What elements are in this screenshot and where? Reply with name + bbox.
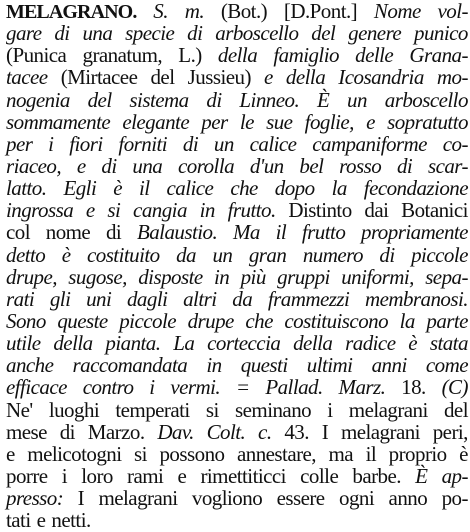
entry-word: melicotogni <box>27 441 122 466</box>
entry-word: si <box>205 397 219 422</box>
entry-word: la <box>331 176 347 201</box>
entry-word: latto. <box>6 176 47 201</box>
entry-word: Marzo. <box>87 419 145 444</box>
entry-word: del <box>87 87 112 112</box>
entry-line <box>6 66 468 88</box>
entry-word: della <box>285 65 326 90</box>
entry-word: che <box>245 308 273 333</box>
entry-word: nogenia <box>6 87 70 112</box>
entry-word: del <box>150 65 175 90</box>
entry-word: m. <box>184 0 205 23</box>
entry-word: in <box>214 264 230 289</box>
entry-word: di <box>187 21 203 46</box>
entry-word: il <box>365 441 377 466</box>
entry-word: genere <box>348 21 402 46</box>
entry-word: calice <box>249 131 297 156</box>
entry-word: gruppi <box>277 264 330 289</box>
entry-word: drupe, <box>6 264 57 289</box>
entry-word: altri <box>183 286 217 311</box>
entry-word: di <box>105 220 122 245</box>
entry-word: frutto <box>301 220 346 245</box>
entry-word: Ne' <box>6 397 33 422</box>
entry-word: e <box>264 65 273 90</box>
entry-word: gran <box>248 242 287 267</box>
entry-word: sepa- <box>425 264 468 289</box>
entry-word: è <box>113 176 122 201</box>
entry-word: un <box>212 242 233 267</box>
entry-word: peri, <box>432 419 468 444</box>
entry-word: L.) <box>178 43 202 68</box>
entry-word: pianta. <box>105 331 161 356</box>
entry-word: si <box>107 198 121 223</box>
entry-word: di <box>101 153 117 178</box>
entry-word: arboscello <box>384 87 468 112</box>
entry-word: costituiscono <box>284 308 389 333</box>
entry-word: i <box>327 397 333 422</box>
entry-line <box>6 443 468 465</box>
entry-line <box>6 177 468 199</box>
entry-word: si <box>134 441 147 466</box>
entry-word: specie <box>125 21 175 46</box>
entry-word: foglie, <box>304 109 354 134</box>
entry-word: Icosandria <box>338 65 424 90</box>
dictionary-entry <box>6 0 468 531</box>
entry-word: È <box>316 87 330 112</box>
entry-line <box>6 421 468 443</box>
entry-word: drupe <box>187 308 234 333</box>
entry-line <box>6 399 468 421</box>
entry-word: 43. <box>284 419 309 444</box>
entry-line <box>6 465 468 487</box>
entry-word: sopratutto <box>387 109 468 134</box>
entry-word: frutto. <box>227 198 276 223</box>
entry-word: da <box>232 286 253 311</box>
entry-line <box>6 111 468 133</box>
entry-word: I <box>321 419 329 444</box>
entry-word: utile <box>6 331 41 356</box>
entry-word: sommamente <box>6 109 111 134</box>
entry-word: più <box>240 264 266 289</box>
entry-line <box>6 354 468 376</box>
entry-word: 18. <box>401 375 426 400</box>
entry-word: piccole <box>119 308 177 333</box>
entry-word: [D.Pont.] <box>283 0 358 23</box>
entry-word: è <box>459 441 468 466</box>
entry-word: anno <box>388 486 428 511</box>
entry-word: fiori <box>69 131 103 156</box>
entry-word: anni <box>371 353 407 378</box>
entry-word: col <box>6 220 31 245</box>
entry-word: I <box>77 486 85 511</box>
entry-word: delle <box>355 43 394 68</box>
headword: MELAGRANO. <box>6 1 137 23</box>
entry-word: disposte <box>138 264 203 289</box>
entry-word: (Bot.) <box>220 0 268 23</box>
entry-word: mese <box>6 419 47 444</box>
entry-word: uniformi, <box>341 264 414 289</box>
entry-word: È <box>415 463 428 488</box>
entry-word: ogni <box>339 486 375 511</box>
entry-word: dagli <box>126 286 168 311</box>
entry-word: e <box>6 441 15 466</box>
entry-word: granatum, <box>82 43 163 68</box>
entry-word: e <box>36 508 46 532</box>
entry-word: il <box>275 220 287 245</box>
entry-word: luoghi <box>48 397 100 422</box>
entry-word: barbe. <box>352 463 401 488</box>
entry-word: proprio <box>388 441 447 466</box>
entry-word: di <box>206 87 222 112</box>
entry-word: piccole <box>411 242 468 267</box>
entry-word: del <box>311 21 336 46</box>
entry-word: S. <box>153 0 168 23</box>
entry-word: in <box>206 353 222 378</box>
entry-word: per <box>6 131 33 156</box>
entry-word: membranosi. <box>364 286 468 311</box>
entry-word: c. <box>258 419 272 444</box>
entry-word: riaceo, <box>6 153 62 178</box>
entry-word: uni <box>86 286 112 311</box>
entry-word: arboscello <box>215 21 299 46</box>
entry-line <box>6 221 468 243</box>
entry-word: annestare, <box>236 441 317 466</box>
entry-word: Pallad. <box>265 375 323 400</box>
entry-word: i <box>48 131 54 156</box>
entry-word: di <box>54 21 70 46</box>
entry-word: calice <box>166 176 214 201</box>
entry-word: netti. <box>51 508 91 532</box>
entry-line <box>6 310 468 332</box>
entry-word: temperati <box>115 397 190 422</box>
entry-word: radice <box>345 331 396 356</box>
entry-word: bel <box>299 153 324 178</box>
entry-word: campaniforme <box>312 131 427 156</box>
entry-word: la <box>399 308 415 333</box>
entry-word: i <box>61 463 68 488</box>
entry-word: d'un <box>249 153 284 178</box>
entry-word: (Mirtacee <box>60 65 138 90</box>
entry-word: Colt. <box>206 419 246 444</box>
entry-line <box>6 266 468 288</box>
entry-word: corteccia <box>207 331 281 356</box>
entry-word: dopo <box>274 176 315 201</box>
entry-word: melagrani <box>98 486 178 511</box>
entry-word: gare <box>6 21 42 46</box>
entry-line <box>6 133 468 155</box>
entry-word: Sono <box>6 308 46 333</box>
entry-word: tati <box>6 508 31 532</box>
entry-word: e <box>177 463 187 488</box>
entry-word: Jussieu) <box>187 65 251 90</box>
entry-word: ap- <box>441 463 468 488</box>
entry-word: efficace <box>6 375 67 400</box>
entry-word: seminano <box>235 397 312 422</box>
entry-word: vogliono <box>191 486 263 511</box>
entry-word: del <box>443 397 468 422</box>
entry-word: Egli <box>63 176 97 201</box>
entry-word: raccomandata <box>72 353 188 378</box>
entry-word: e <box>76 153 86 178</box>
entry-line <box>6 509 468 531</box>
entry-word: da <box>176 242 197 267</box>
entry-word: è <box>61 242 71 267</box>
entry-word: loro <box>81 463 113 488</box>
entry-line <box>6 244 468 266</box>
entry-word: e <box>366 109 375 134</box>
entry-word: vol- <box>437 0 468 23</box>
entry-word: detto <box>6 242 46 267</box>
entry-word: Marz. <box>338 375 386 400</box>
entry-word: per <box>201 109 228 134</box>
entry-word: presso: <box>6 486 64 511</box>
entry-word: Botanici <box>401 198 468 223</box>
entry-word: melagrani <box>348 397 428 422</box>
entry-word: rami <box>127 463 164 488</box>
entry-word: rimettiticci <box>200 463 286 488</box>
entry-word: frammezzi <box>267 286 350 311</box>
entry-word: forniti <box>118 131 168 156</box>
entry-word: costituito <box>86 242 160 267</box>
entry-word: una <box>132 153 163 178</box>
entry-word: un <box>213 131 234 156</box>
entry-line <box>6 155 468 177</box>
entry-word: questi <box>240 353 288 378</box>
entry-word: Dav. <box>157 419 194 444</box>
entry-word: (Punica <box>6 43 67 68</box>
entry-word: ultimi <box>306 353 353 378</box>
entry-word: un <box>347 87 367 112</box>
entry-word: cangia <box>133 198 187 223</box>
entry-line <box>6 89 468 111</box>
entry-word: punico <box>414 21 468 46</box>
entry-word: vermi. <box>170 375 221 400</box>
entry-word: numero <box>302 242 363 267</box>
entry-word: e <box>85 198 95 223</box>
entry-word: come <box>425 353 468 378</box>
entry-word: rosso <box>339 153 382 178</box>
entry-word: della <box>293 331 333 356</box>
entry-word: ma <box>328 441 354 466</box>
entry-word: colle <box>300 463 339 488</box>
entry-line <box>6 199 468 221</box>
entry-word: in <box>199 198 215 223</box>
entry-line <box>6 376 468 398</box>
entry-word: famiglio <box>273 43 339 68</box>
entry-word: una <box>82 21 113 46</box>
entry-word: dai <box>364 198 389 223</box>
entry-word: Grana- <box>409 43 468 68</box>
entry-word: possono <box>159 441 225 466</box>
entry-word: (C) <box>441 375 468 400</box>
entry-word: rati <box>6 286 35 311</box>
entry-word: stata <box>429 331 468 356</box>
entry-word: porre <box>6 463 48 488</box>
entry-word: di <box>59 419 75 444</box>
entry-word: che <box>230 176 258 201</box>
entry-word: della <box>53 331 93 356</box>
entry-line <box>6 332 468 354</box>
entry-word: scar- <box>427 153 468 178</box>
entry-word: essere <box>276 486 325 511</box>
entry-word: di <box>182 131 199 156</box>
entry-word: tacee <box>6 65 48 90</box>
entry-word: della <box>217 43 258 68</box>
entry-word: le <box>239 109 254 134</box>
entry-word: po- <box>441 486 468 511</box>
entry-word: gli <box>49 286 71 311</box>
entry-word: contro <box>82 375 134 400</box>
entry-word: Ma <box>232 220 260 245</box>
entry-word: i <box>149 375 155 400</box>
entry-word: di <box>379 242 395 267</box>
entry-word: sugose, <box>68 264 127 289</box>
entry-word: sistema <box>129 87 189 112</box>
entry-line <box>6 44 468 66</box>
entry-word: propriamente <box>361 220 468 245</box>
entry-word: queste <box>57 308 108 333</box>
entry-word: Nome <box>373 0 421 23</box>
entry-word: co- <box>442 131 468 156</box>
entry-word: = <box>235 375 250 400</box>
entry-word: elegante <box>122 109 190 134</box>
entry-word: il <box>138 176 150 201</box>
entry-line <box>6 288 468 310</box>
entry-word: Linneo. <box>239 87 300 112</box>
entry-word: nome <box>45 220 91 245</box>
entry-word: sue <box>266 109 293 134</box>
entry-word: di <box>396 153 413 178</box>
entry-word: La <box>173 331 195 356</box>
entry-word: anche <box>6 353 54 378</box>
entry-word: Balaustio. <box>136 220 218 245</box>
entry-word: parte <box>426 308 468 333</box>
entry-word: melagrani <box>340 419 420 444</box>
entry-word: mo- <box>436 65 468 90</box>
entry-word: Distinto <box>288 198 352 223</box>
entry-line <box>6 487 468 509</box>
entry-word: corolla <box>178 153 235 178</box>
entry-line <box>6 22 468 44</box>
entry-word: fecondazione <box>363 176 468 201</box>
entry-line <box>6 0 468 22</box>
entry-word: ingrossa <box>6 198 74 223</box>
entry-word: è <box>408 331 418 356</box>
